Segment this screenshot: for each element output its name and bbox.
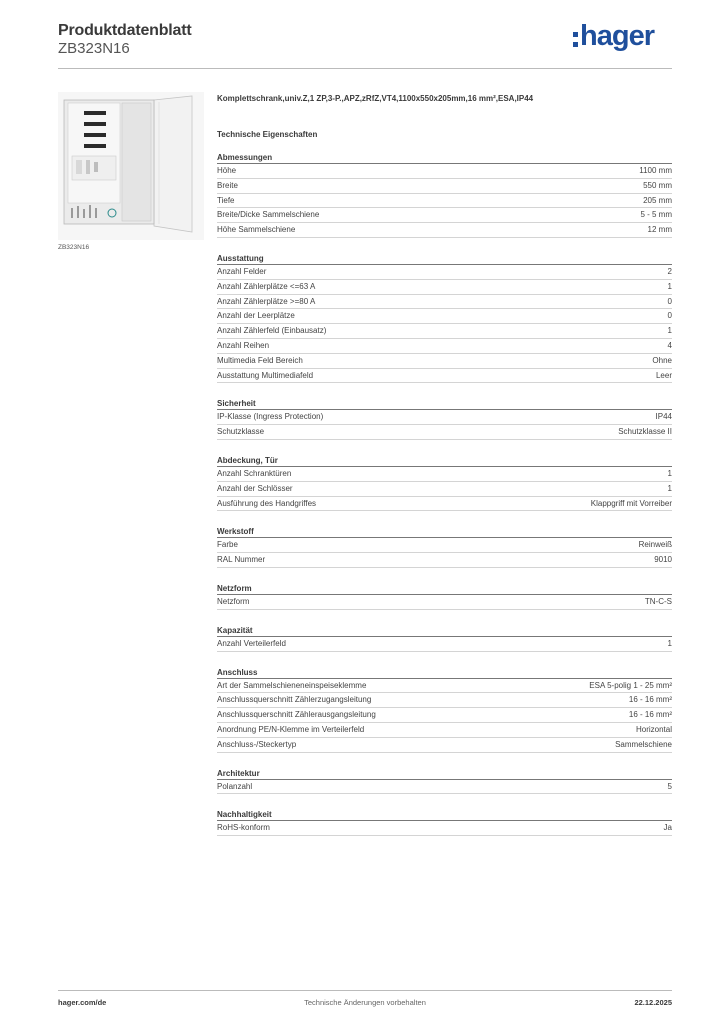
spec-content — [217, 92, 672, 836]
spec-group-title: Architektur — [217, 767, 672, 780]
spec-value: Klappgriff mit Vorreiber — [590, 498, 672, 508]
spec-value: 4 — [667, 340, 672, 350]
spec-label: Anzahl Schranktüren — [217, 468, 292, 478]
product-image-caption: ZB323N16 — [58, 244, 90, 251]
spec-value: 0 — [667, 296, 672, 306]
footer-divider — [58, 990, 672, 991]
spec-row — [217, 164, 672, 179]
spec-value: Sammelschiene — [615, 739, 672, 749]
spec-label: Anzahl Zählerplätze <=63 A — [217, 281, 316, 291]
logo-dots-icon — [573, 32, 578, 47]
spec-label: Höhe — [217, 166, 237, 175]
spec-group-title: Netzform — [217, 582, 672, 595]
spec-group-title: Abmessungen — [217, 151, 672, 164]
document-title: Produktdatenblatt — [58, 22, 192, 39]
spec-row — [217, 553, 672, 568]
spec-value: 0 — [667, 311, 672, 321]
spec-row — [217, 194, 672, 209]
spec-row — [217, 295, 672, 310]
spec-label: Breite/Dicke Sammelschiene — [217, 210, 320, 220]
spec-row — [217, 309, 672, 324]
spec-value: 2 — [667, 266, 672, 276]
spec-group — [217, 252, 672, 383]
spec-label: Anzahl Reihen — [217, 340, 270, 350]
spec-value: 16 - 16 mm² — [628, 710, 672, 720]
spec-row — [217, 637, 672, 652]
spec-row — [217, 538, 672, 553]
document-subtitle: ZB323N16 — [58, 40, 130, 57]
product-description: Komplettschrank,univ.Z,1 ZP,3-P.,APZ,zRfZ,VT4,1100x550x205mm,16 mm²,ESA,IP44 — [217, 94, 534, 103]
section-title: Technische Eigenschaften — [217, 130, 318, 139]
spec-label: IP-Klasse (Ingress Protection) — [217, 412, 324, 422]
spec-label: Art der Sammelschieneneinspeiseklemme — [217, 680, 367, 690]
spec-row — [217, 223, 672, 238]
spec-group-title: Werkstoff — [217, 525, 672, 538]
spec-row — [217, 693, 672, 708]
spec-value: Leer — [655, 370, 672, 380]
spec-value: 5 - 5 mm — [640, 210, 672, 220]
spec-label: Polanzahl — [217, 781, 253, 791]
footer-website: hager.com/de — [58, 998, 107, 1007]
footer-disclaimer: Technische Änderungen vorbehalten — [304, 998, 426, 1007]
spec-label: Schutzklasse — [217, 427, 265, 437]
spec-group — [217, 582, 672, 610]
spec-label: Farbe — [217, 540, 238, 550]
spec-value: 16 - 16 mm² — [628, 695, 672, 705]
spec-row — [217, 708, 672, 723]
hager-logo — [573, 20, 654, 52]
spec-label: Anschluss-/Steckertyp — [217, 739, 297, 749]
footer-date: 22.12.2025 — [634, 998, 672, 1007]
spec-row — [217, 265, 672, 280]
spec-group — [217, 767, 672, 795]
spec-value: Ohne — [652, 355, 672, 365]
spec-label: Anschlussquerschnitt Zählerausgangsleitung — [217, 710, 376, 720]
spec-label: Anzahl Verteilerfeld — [217, 638, 286, 648]
spec-label: Anschlussquerschnitt Zählerzugangsleitung — [217, 695, 372, 705]
spec-row — [217, 482, 672, 497]
spec-label: Anzahl der Leerplätze — [217, 311, 295, 321]
spec-value: 1100 mm — [639, 166, 672, 175]
spec-label: Anzahl Zählerplätze >=80 A — [217, 296, 316, 306]
spec-value: 12 mm — [647, 225, 672, 235]
spec-value: 1 — [667, 281, 672, 291]
spec-group — [217, 808, 672, 836]
spec-value: 1 — [667, 483, 672, 493]
spec-row — [217, 369, 672, 384]
spec-value: IP44 — [655, 412, 672, 422]
spec-value: Ja — [663, 823, 672, 833]
spec-row — [217, 410, 672, 425]
header-divider — [58, 68, 672, 69]
spec-row — [217, 280, 672, 295]
cabinet-illustration-icon — [58, 92, 204, 240]
spec-label: RAL Nummer — [217, 555, 266, 565]
spec-group-title: Ausstattung — [217, 252, 672, 265]
spec-row — [217, 179, 672, 194]
logo-text: hager — [580, 19, 654, 52]
spec-group-title: Nachhaltigkeit — [217, 808, 672, 821]
spec-row — [217, 208, 672, 223]
spec-row — [217, 723, 672, 738]
spec-group-title: Abdeckung, Tür — [217, 454, 672, 467]
product-image — [58, 92, 204, 240]
spec-label: Anzahl Felder — [217, 266, 267, 276]
spec-label: Ausstattung Multimediafeld — [217, 370, 314, 380]
spec-group — [217, 525, 672, 568]
spec-label: Ausführung des Handgriffes — [217, 498, 317, 508]
spec-label: Anordnung PE/N-Klemme im Verteilerfeld — [217, 724, 365, 734]
spec-value: Reinweiß — [638, 540, 672, 550]
spec-row — [217, 339, 672, 354]
spec-label: Tiefe — [217, 195, 235, 205]
spec-group-title: Kapazität — [217, 624, 672, 637]
spec-label: Multimedia Feld Bereich — [217, 355, 303, 365]
spec-row — [217, 467, 672, 482]
spec-group — [217, 397, 672, 440]
spec-value: Horizontal — [635, 724, 672, 734]
spec-group — [217, 454, 672, 511]
spec-group — [217, 151, 672, 238]
spec-row — [217, 425, 672, 440]
spec-value: 1 — [667, 638, 672, 648]
spec-value: 1 — [667, 326, 672, 336]
spec-row — [217, 595, 672, 610]
spec-value: 205 mm — [643, 195, 672, 205]
spec-row — [217, 497, 672, 512]
spec-label: Anzahl der Schlösser — [217, 483, 293, 493]
spec-label: Breite — [217, 180, 238, 190]
spec-row — [217, 738, 672, 753]
spec-value: 9010 — [654, 555, 672, 565]
spec-groups — [217, 151, 672, 836]
spec-group — [217, 666, 672, 753]
spec-row — [217, 780, 672, 795]
spec-row — [217, 354, 672, 369]
spec-label: Anzahl Zählerfeld (Einbausatz) — [217, 326, 327, 336]
spec-value: TN-C-S — [644, 596, 672, 606]
spec-label: RoHS-konform — [217, 823, 270, 833]
spec-value: Schutzklasse II — [618, 427, 672, 437]
spec-group — [217, 624, 672, 652]
spec-group-title: Anschluss — [217, 666, 672, 679]
page-header — [58, 20, 672, 68]
spec-row — [217, 821, 672, 836]
spec-label: Höhe Sammelschiene — [217, 225, 296, 235]
spec-value: 1 — [667, 468, 672, 478]
spec-value: ESA 5-polig 1 - 25 mm² — [589, 680, 672, 690]
spec-row — [217, 324, 672, 339]
spec-group-title: Sicherheit — [217, 397, 672, 410]
spec-value: 5 — [667, 781, 672, 791]
spec-label: Netzform — [217, 596, 250, 606]
spec-value: 550 mm — [643, 180, 672, 190]
spec-row — [217, 679, 672, 694]
